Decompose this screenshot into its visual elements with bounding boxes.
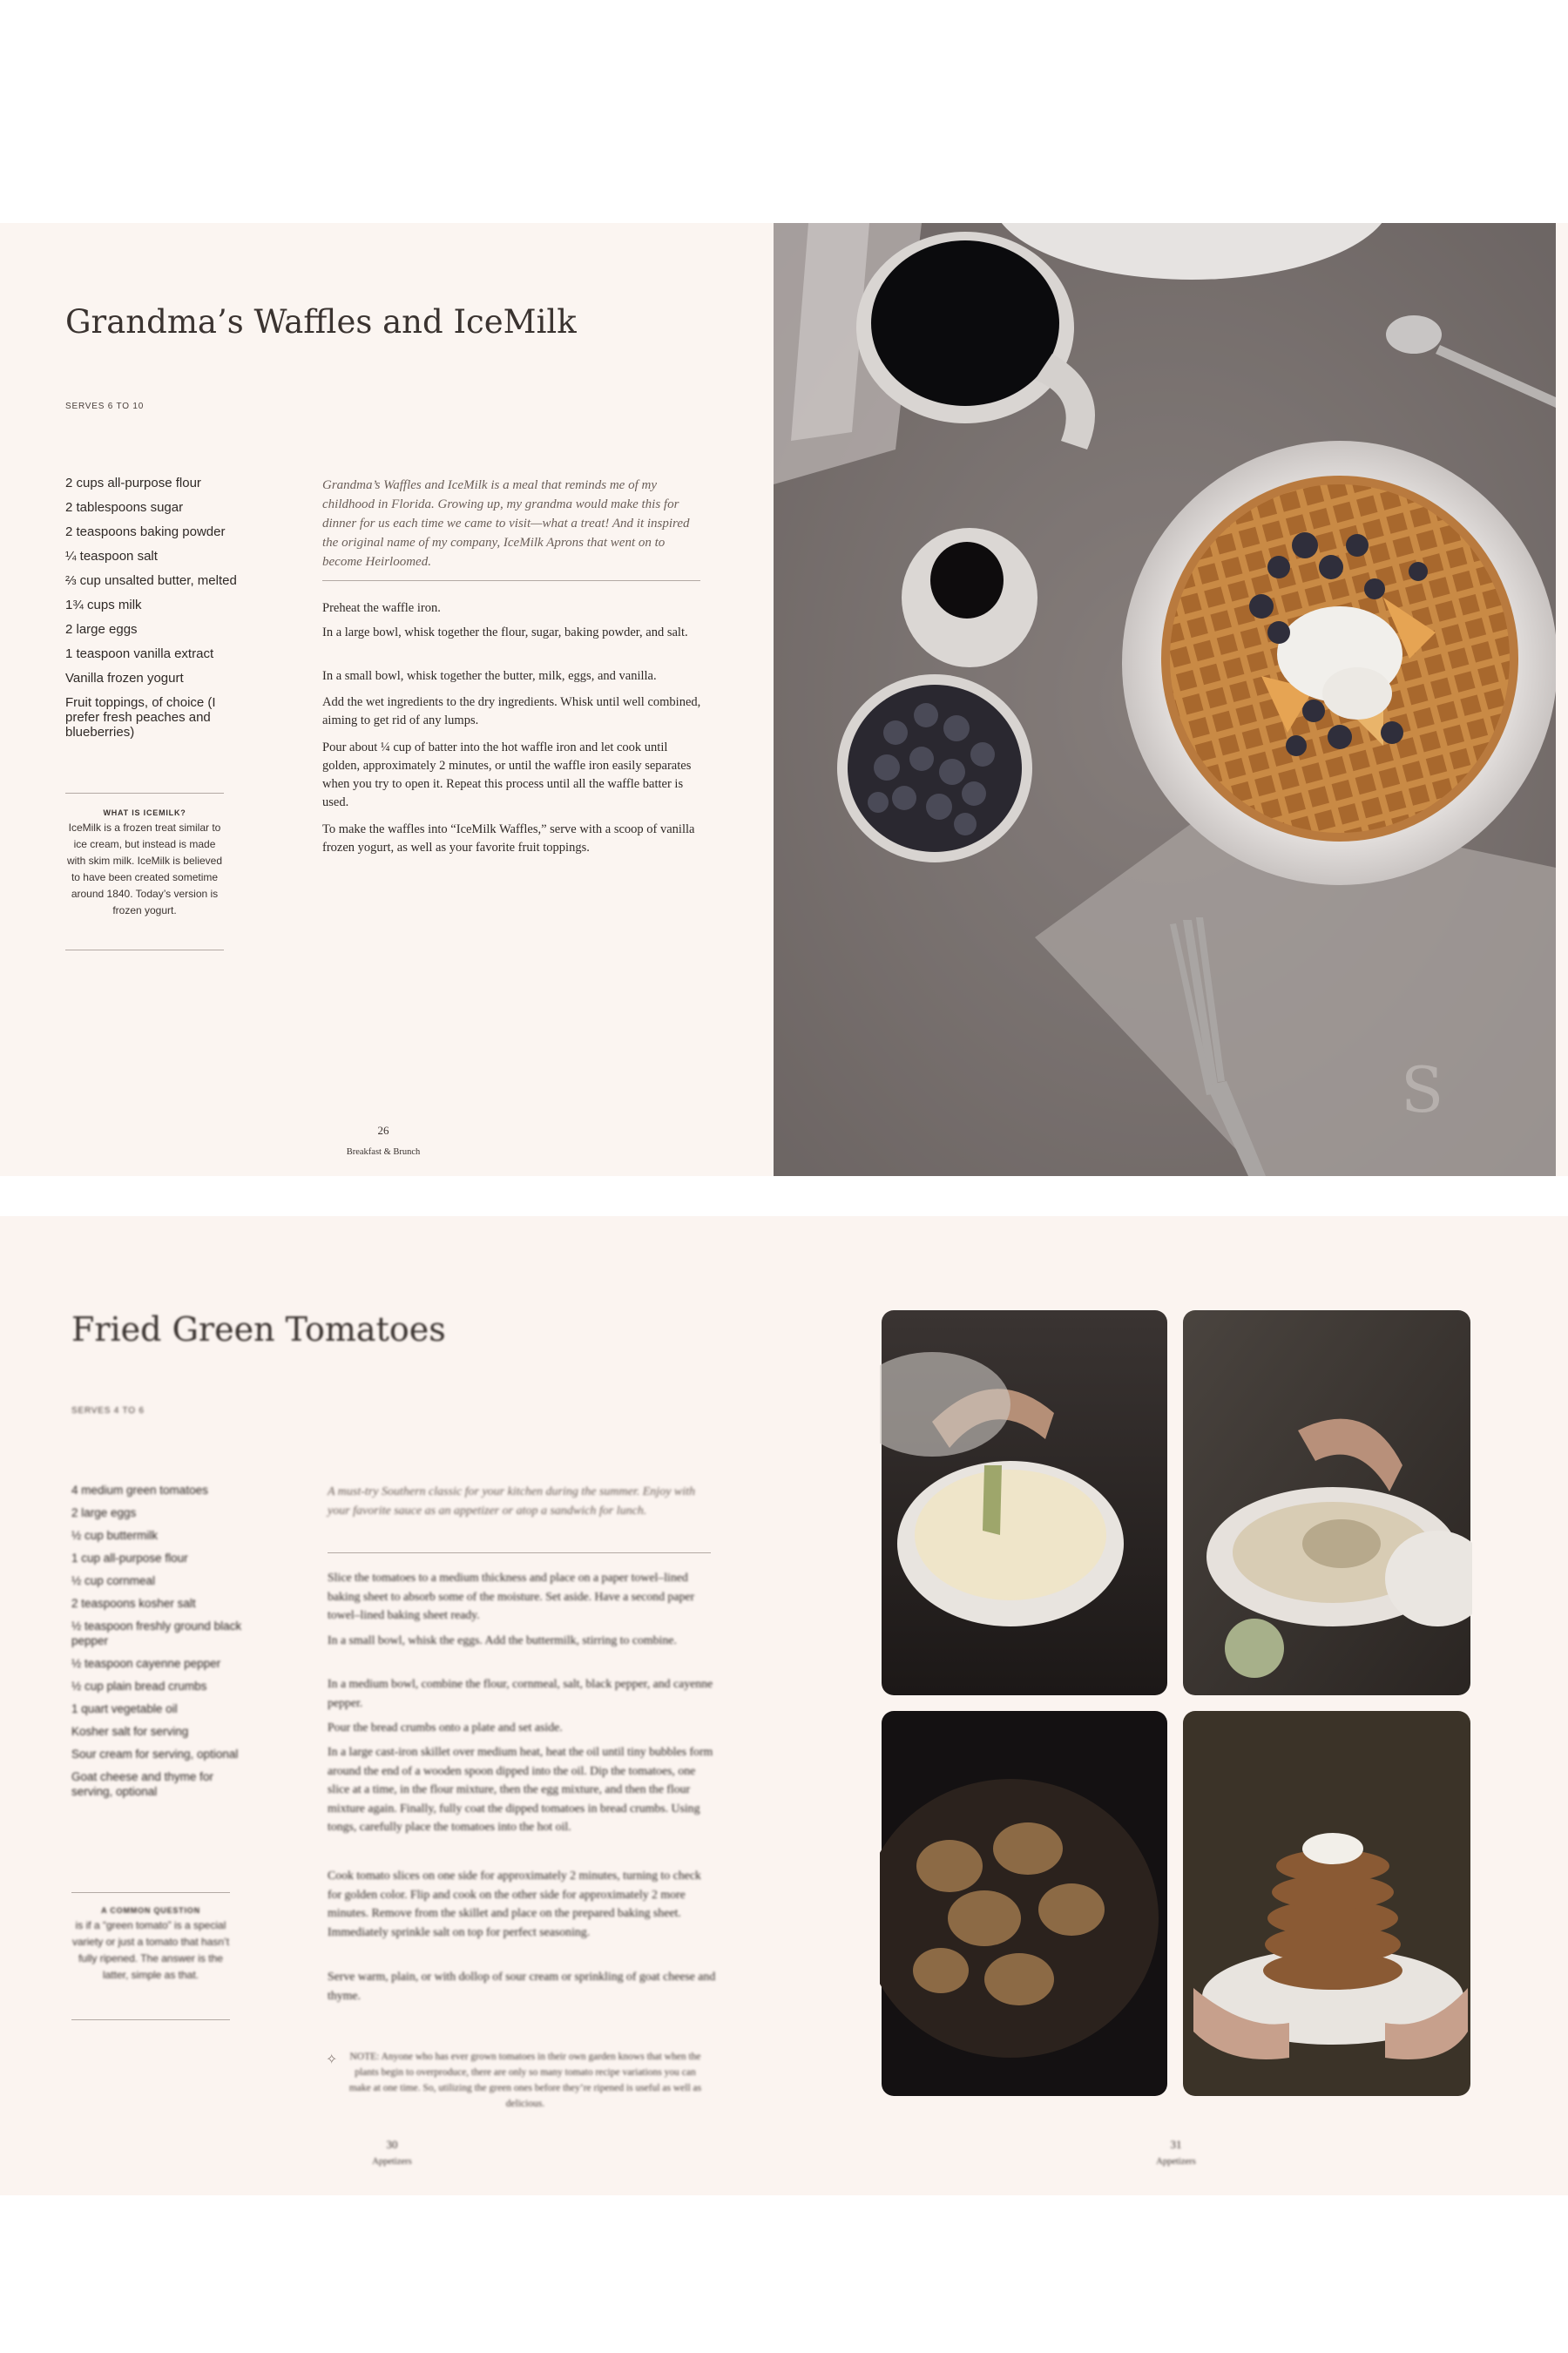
method-step: To make the waffles into “IceMilk Waffles,” serve with a scoop of vanilla frozen yogurt, as well as your favorite fruit toppings.: [322, 822, 695, 855]
ingredient-item: ½ cup plain bread crumbs: [71, 1680, 207, 1693]
method-step: In a large bowl, whisk together the flour, sugar, baking powder, and salt.: [322, 625, 688, 639]
waffle-photo: [774, 223, 1556, 1176]
ingredients-list: [65, 476, 257, 749]
page-section: Appetizers: [372, 2157, 412, 2167]
ingredient-item: 2 cups all-purpose flour: [65, 476, 201, 490]
ingredient-item: 2 teaspoons kosher salt: [71, 1597, 196, 1610]
method-step: In a large cast-iron skillet over medium heat, heat the oil until tiny bubbles form around the end of a wooden spoon dipped into the oil. Dip the tomatoes, one slice at a time, in the flour mixture, then the egg mixture, and then the flour mixture again. Finally, fully coat the dipped tomatoes in bread crumbs. Using tongs, carefully place the tomatoes into the hot oil.: [328, 1745, 713, 1833]
method-step: In a small bowl, whisk together the butter, milk, eggs, and vanilla.: [322, 669, 657, 683]
ingredient-item: 1 teaspoon vanilla extract: [65, 646, 214, 661]
sidebar-heading: WHAT IS ICEMILK?: [103, 808, 186, 817]
sidebar-text: IceMilk is a frozen treat similar to ice cream, but instead is made with skim milk. IceMilk is believed to have been created sometime around 1840. Today’s version is frozen yogurt.: [66, 822, 223, 916]
method-step: Slice the tomatoes to a medium thickness and place on a paper towel–lined baking sheet to absorb some of the moisture. Set aside. Have a second paper towel–lined baking sheet ready.: [328, 1571, 695, 1621]
ingredient-item: 1 cup all-purpose flour: [71, 1552, 188, 1565]
ingredient-item: 4 medium green tomatoes: [71, 1484, 208, 1497]
ingredient-item: 2 large eggs: [65, 622, 138, 637]
method-step: Pour about ¼ cup of batter into the hot waffle iron and let cook until golden, approximately 2 minutes, or until the waffle iron easily separates when you try to open it. Repeat this process until all the waffle batter is used.: [322, 740, 692, 809]
ingredient-item: Vanilla frozen yogurt: [65, 671, 184, 686]
ingredient-item: 2 large eggs: [71, 1506, 137, 1519]
serves-label: SERVES 4 TO 6: [71, 1406, 145, 1416]
method-step: Add the wet ingredients to the dry ingredients. Whisk until well combined, aiming to get rid of any lumps.: [322, 695, 701, 727]
ingredient-item: ⅔ cup unsalted butter, melted: [65, 573, 237, 588]
page-section: Appetizers: [1156, 2157, 1196, 2167]
page-number: 26: [377, 1124, 389, 1137]
recipe-spread-waffles: [0, 223, 1568, 1176]
ingredient-item: Sour cream for serving, optional: [71, 1748, 239, 1761]
page-section: Breakfast & Brunch: [346, 1147, 421, 1157]
sidebar-bottom-rule: [71, 2019, 230, 2020]
recipe-title: Fried Green Tomatoes: [71, 1310, 446, 1349]
ingredient-item: 1 quart vegetable oil: [71, 1702, 178, 1715]
ingredient-item: ¼ teaspoon salt: [65, 549, 158, 564]
method-step: In a medium bowl, combine the flour, cornmeal, salt, black pepper, and cayenne pepper.: [328, 1677, 713, 1709]
sidebar-note: [65, 808, 224, 919]
ingredient-item: 1¾ cups milk: [65, 598, 142, 612]
page-number: 31: [1170, 2138, 1182, 2151]
method-step: Serve warm, plain, or with dollop of sour cream or sprinkling of goat cheese and thyme.: [328, 1970, 716, 2002]
ingredient-item: ½ cup buttermilk: [71, 1529, 159, 1542]
note-text: NOTE: Anyone who has ever grown tomatoes in their own garden knows that when the plants begin to overproduce, there are only so many tomato recipe variations you can make at one time. So, utilizing the green ones before they’re ripened is useful as well as delicious.: [348, 2052, 702, 2109]
ingredients-list: [71, 1483, 246, 1807]
method-step: Cook tomato slices on one side for approximately 2 minutes, turning to check for golden color. Flip and cook on the other side for approximately 2 more minutes. Remove from the skillet and place on the prepared baking sheet. Immediately sprinkle salt on top for perfect seasoning.: [328, 1869, 701, 1938]
method-step: Preheat the waffle iron.: [322, 601, 441, 615]
recipe-intro: Grandma’s Waffles and IceMilk is a meal that reminds me of my childhood in Florida. Growing up, my grandma would make this for dinner for us each time we came to visit—what a treat! And it inspired the original name of my company, IceMilk Aprons that went on to become Heirloomed.: [322, 478, 690, 569]
ingredient-item: Goat cheese and thyme for serving, optional: [71, 1770, 213, 1798]
ingredient-item: Kosher salt for serving: [71, 1725, 189, 1738]
page-number: 30: [386, 2138, 398, 2151]
tomato-photo-grid: [880, 1308, 1472, 2098]
sidebar-heading: A COMMON QUESTION: [101, 1906, 200, 1915]
sidebar-text: is if a “green tomato” is a special variety or just a tomato that hasn’t fully ripened. The answer is the latter, simple as that.: [71, 1919, 230, 1981]
intro-divider: [328, 1552, 711, 1553]
sidebar-top-rule: [71, 1892, 230, 1893]
intro-divider: [322, 580, 700, 581]
method-step: Pour the bread crumbs onto a plate and set aside.: [328, 1721, 563, 1734]
sidebar-top-rule: [65, 793, 224, 794]
sparkle-icon: ✧: [326, 2052, 338, 2067]
recipe-spread-fried-green-tomatoes: [0, 1216, 1568, 2195]
ingredient-item: ½ teaspoon cayenne pepper: [71, 1657, 221, 1670]
ingredient-item: 2 teaspoons baking powder: [65, 524, 226, 539]
ingredient-item: ½ cup cornmeal: [71, 1574, 156, 1587]
method-step: In a small bowl, whisk the eggs. Add the buttermilk, stirring to combine.: [328, 1633, 677, 1646]
ingredient-item: ½ teaspoon freshly ground black pepper: [71, 1619, 242, 1647]
serves-label: SERVES 6 TO 10: [65, 402, 145, 411]
sidebar-note: [71, 1906, 230, 1984]
ingredient-item: 2 tablespoons sugar: [65, 500, 184, 515]
waffle-photo-graphic: [774, 223, 1556, 1176]
recipe-title: Grandma’s Waffles and IceMilk: [65, 303, 577, 341]
tomato-photo-grid-graphic: [880, 1308, 1472, 2098]
monogram-S-icon: S: [1401, 1053, 1444, 1126]
recipe-intro: A must-try Southern classic for your kitchen during the summer. Enjoy with your favorite sauce as an appetizer or atop a sandwich for lunch.: [328, 1485, 696, 1518]
ingredient-item: Fruit toppings, of choice (I prefer fresh peaches and blueberries): [65, 695, 216, 740]
